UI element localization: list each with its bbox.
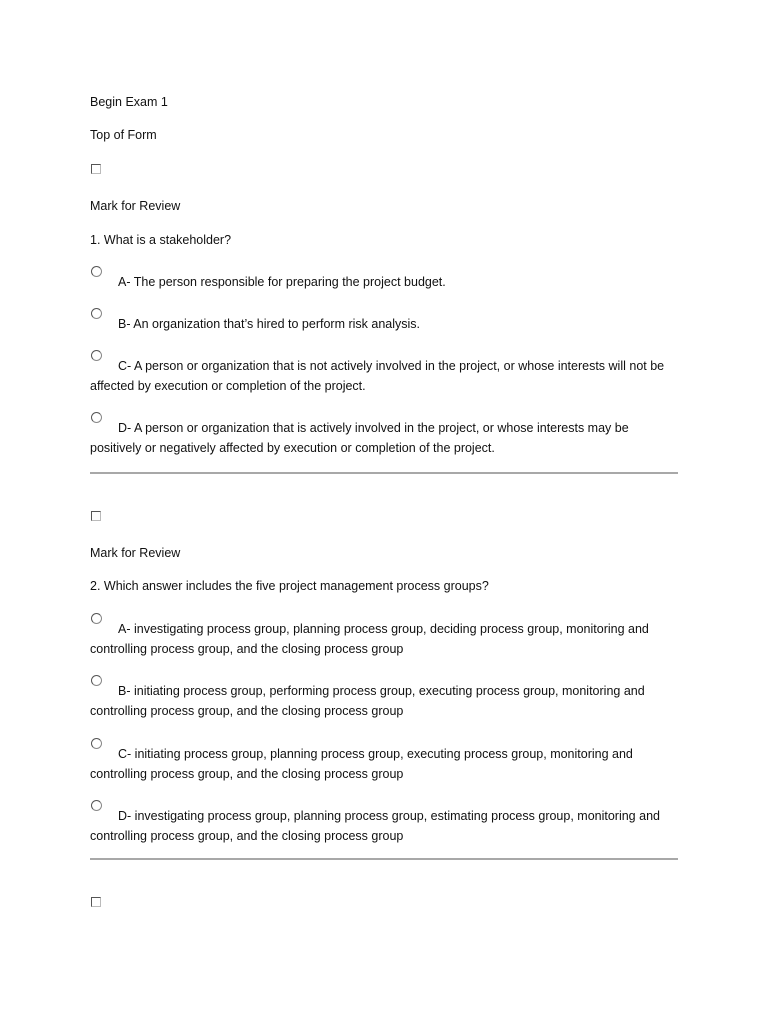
mark-for-review-label-2: Mark for Review [90, 546, 181, 560]
question-prompt-2: 2. Which answer includes the five project management process groups? [90, 579, 489, 593]
question-prompt-1: 1. What is a stakeholder? [90, 233, 232, 247]
answer-text-2d: D- investigating process group, planning process group, estimating process group, monitoring and controlling process group, and the closing process group [90, 809, 660, 843]
question-divider-2 [90, 858, 678, 860]
answer-text-1b: B- An organization that’s hired to perform risk analysis. [118, 317, 420, 331]
top-of-form-label: Top of Form [90, 128, 157, 142]
answer-text-2a: A- investigating process group, planning process group, deciding process group, monitoring and controlling process group, and the closing process group [90, 622, 649, 656]
answer-text-1d: D- A person or organization that is actively involved in the project, or whose interests may be positively or negatively affected by execution or completion of the project. [90, 421, 629, 455]
mark-for-review-label-1: Mark for Review [90, 199, 181, 213]
answer-text-1c: C- A person or organization that is not actively involved in the project, or whose interests will not be affected by execution or completion of the project. [90, 359, 665, 393]
mark-for-review-checkbox-1[interactable] [91, 164, 101, 174]
mark-for-review-checkbox-2[interactable] [91, 511, 101, 521]
mark-for-review-checkbox-3[interactable] [91, 897, 101, 907]
exam-title: Begin Exam 1 [90, 95, 168, 109]
question-divider-1 [90, 472, 678, 474]
answer-text-2b: B- initiating process group, performing process group, executing process group, monitoring and controlling process group, and the closing process group [90, 684, 645, 718]
answer-text-2c: C- initiating process group, planning process group, executing process group, monitoring and controlling process group, and the closing process group [90, 747, 633, 781]
answer-text-1a: A- The person responsible for preparing the project budget. [118, 275, 446, 289]
